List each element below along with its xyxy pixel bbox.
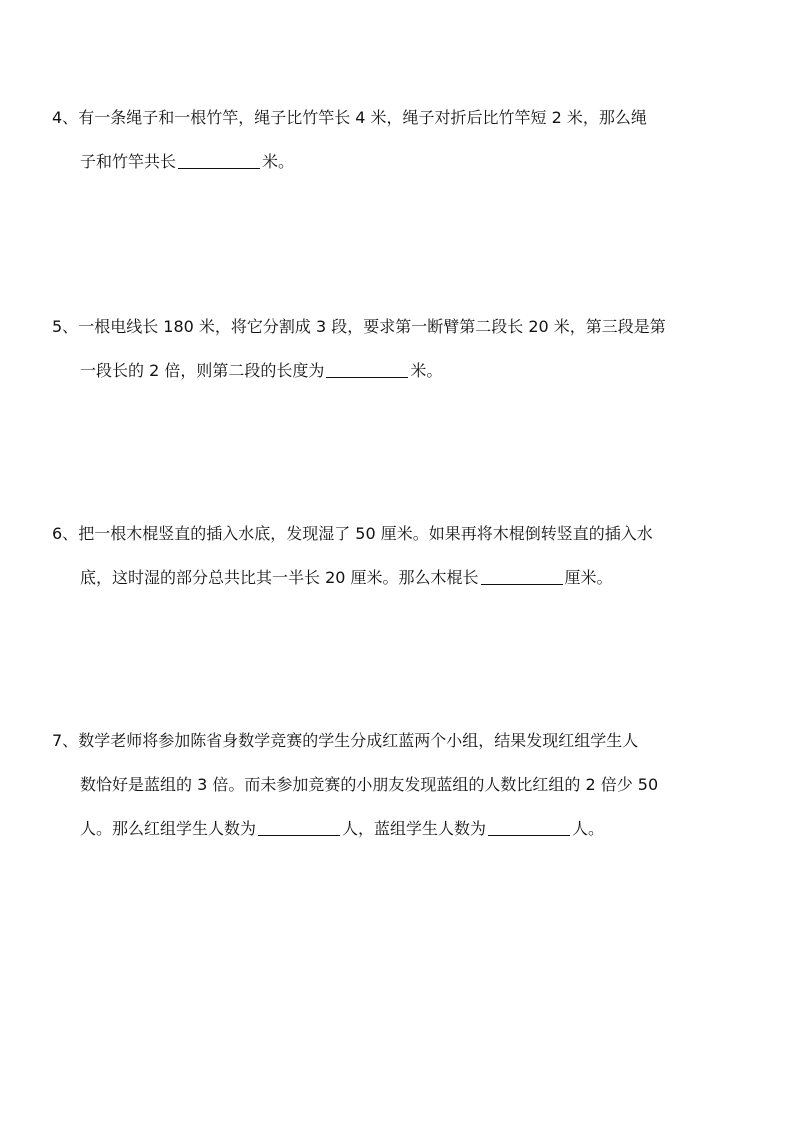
problem-5-line-1 [52, 305, 752, 349]
problem-6-line-1 [52, 512, 752, 556]
problem-4-text-1: 有一条绳子和一根竹竿，绳子比竹竿长 4 米，绳子对折后比竹竿短 2 米，那么绳 [78, 108, 647, 127]
problem-7-text-3: 人。那么红组学生人数为 [80, 819, 257, 838]
problem-5-answer-blank[interactable] [326, 376, 408, 378]
problem-5-text-1: 一根电线长 180 米，将它分割成 3 段，要求第一断臂第二段长 20 米，第三段是第 [78, 317, 666, 336]
problem-7-text-1: 数学老师将参加陈省身数学竞赛的学生分成红蓝两个小组，结果发现红组学生人 [78, 731, 639, 750]
problem-7-text-2: 数恰好是蓝组的 3 倍。而未参加竞赛的小朋友发现蓝组的人数比红组的 2 倍少 50 [80, 775, 659, 794]
problem-7-line-1 [52, 719, 752, 763]
problem-5-line-2 [52, 349, 752, 393]
problem-4-unit: 米。 [262, 152, 295, 171]
problem-4 [52, 96, 752, 184]
problem-4-text-2: 子和竹竿共长 [80, 152, 177, 171]
problem-7-red-group-blank[interactable] [258, 834, 340, 836]
problem-7-line-3 [52, 807, 752, 851]
problem-6-answer-blank[interactable] [481, 583, 563, 585]
problem-5-unit: 米。 [410, 361, 443, 380]
problem-5-number: 5、 [52, 317, 79, 336]
problem-4-line-2 [52, 140, 752, 184]
problem-4-answer-blank[interactable] [178, 167, 260, 169]
problem-6-number: 6、 [52, 524, 79, 543]
problem-7-number: 7、 [52, 731, 79, 750]
problem-5-text-2: 一段长的 2 倍，则第二段的长度为 [80, 361, 325, 380]
problem-7 [52, 719, 752, 851]
problem-7-line-2 [52, 763, 752, 807]
problem-6-text-2: 底，这时湿的部分总共比其一半长 20 厘米。那么木棍长 [80, 568, 479, 587]
problem-7-unit: 人。 [572, 819, 605, 838]
problem-4-line-1 [52, 96, 752, 140]
problem-7-blue-group-blank[interactable] [488, 834, 570, 836]
problem-6-text-1: 把一根木棍竖直的插入水底，发现湿了 50 厘米。如果再将木棍倒转竖直的插入水 [78, 524, 653, 543]
problem-4-number: 4、 [52, 108, 79, 127]
problem-6-unit: 厘米。 [564, 568, 613, 587]
problem-6-line-2 [52, 556, 752, 600]
problem-6 [52, 512, 752, 600]
problem-7-text-4: 人，蓝组学生人数为 [342, 819, 487, 838]
problem-5 [52, 305, 752, 393]
